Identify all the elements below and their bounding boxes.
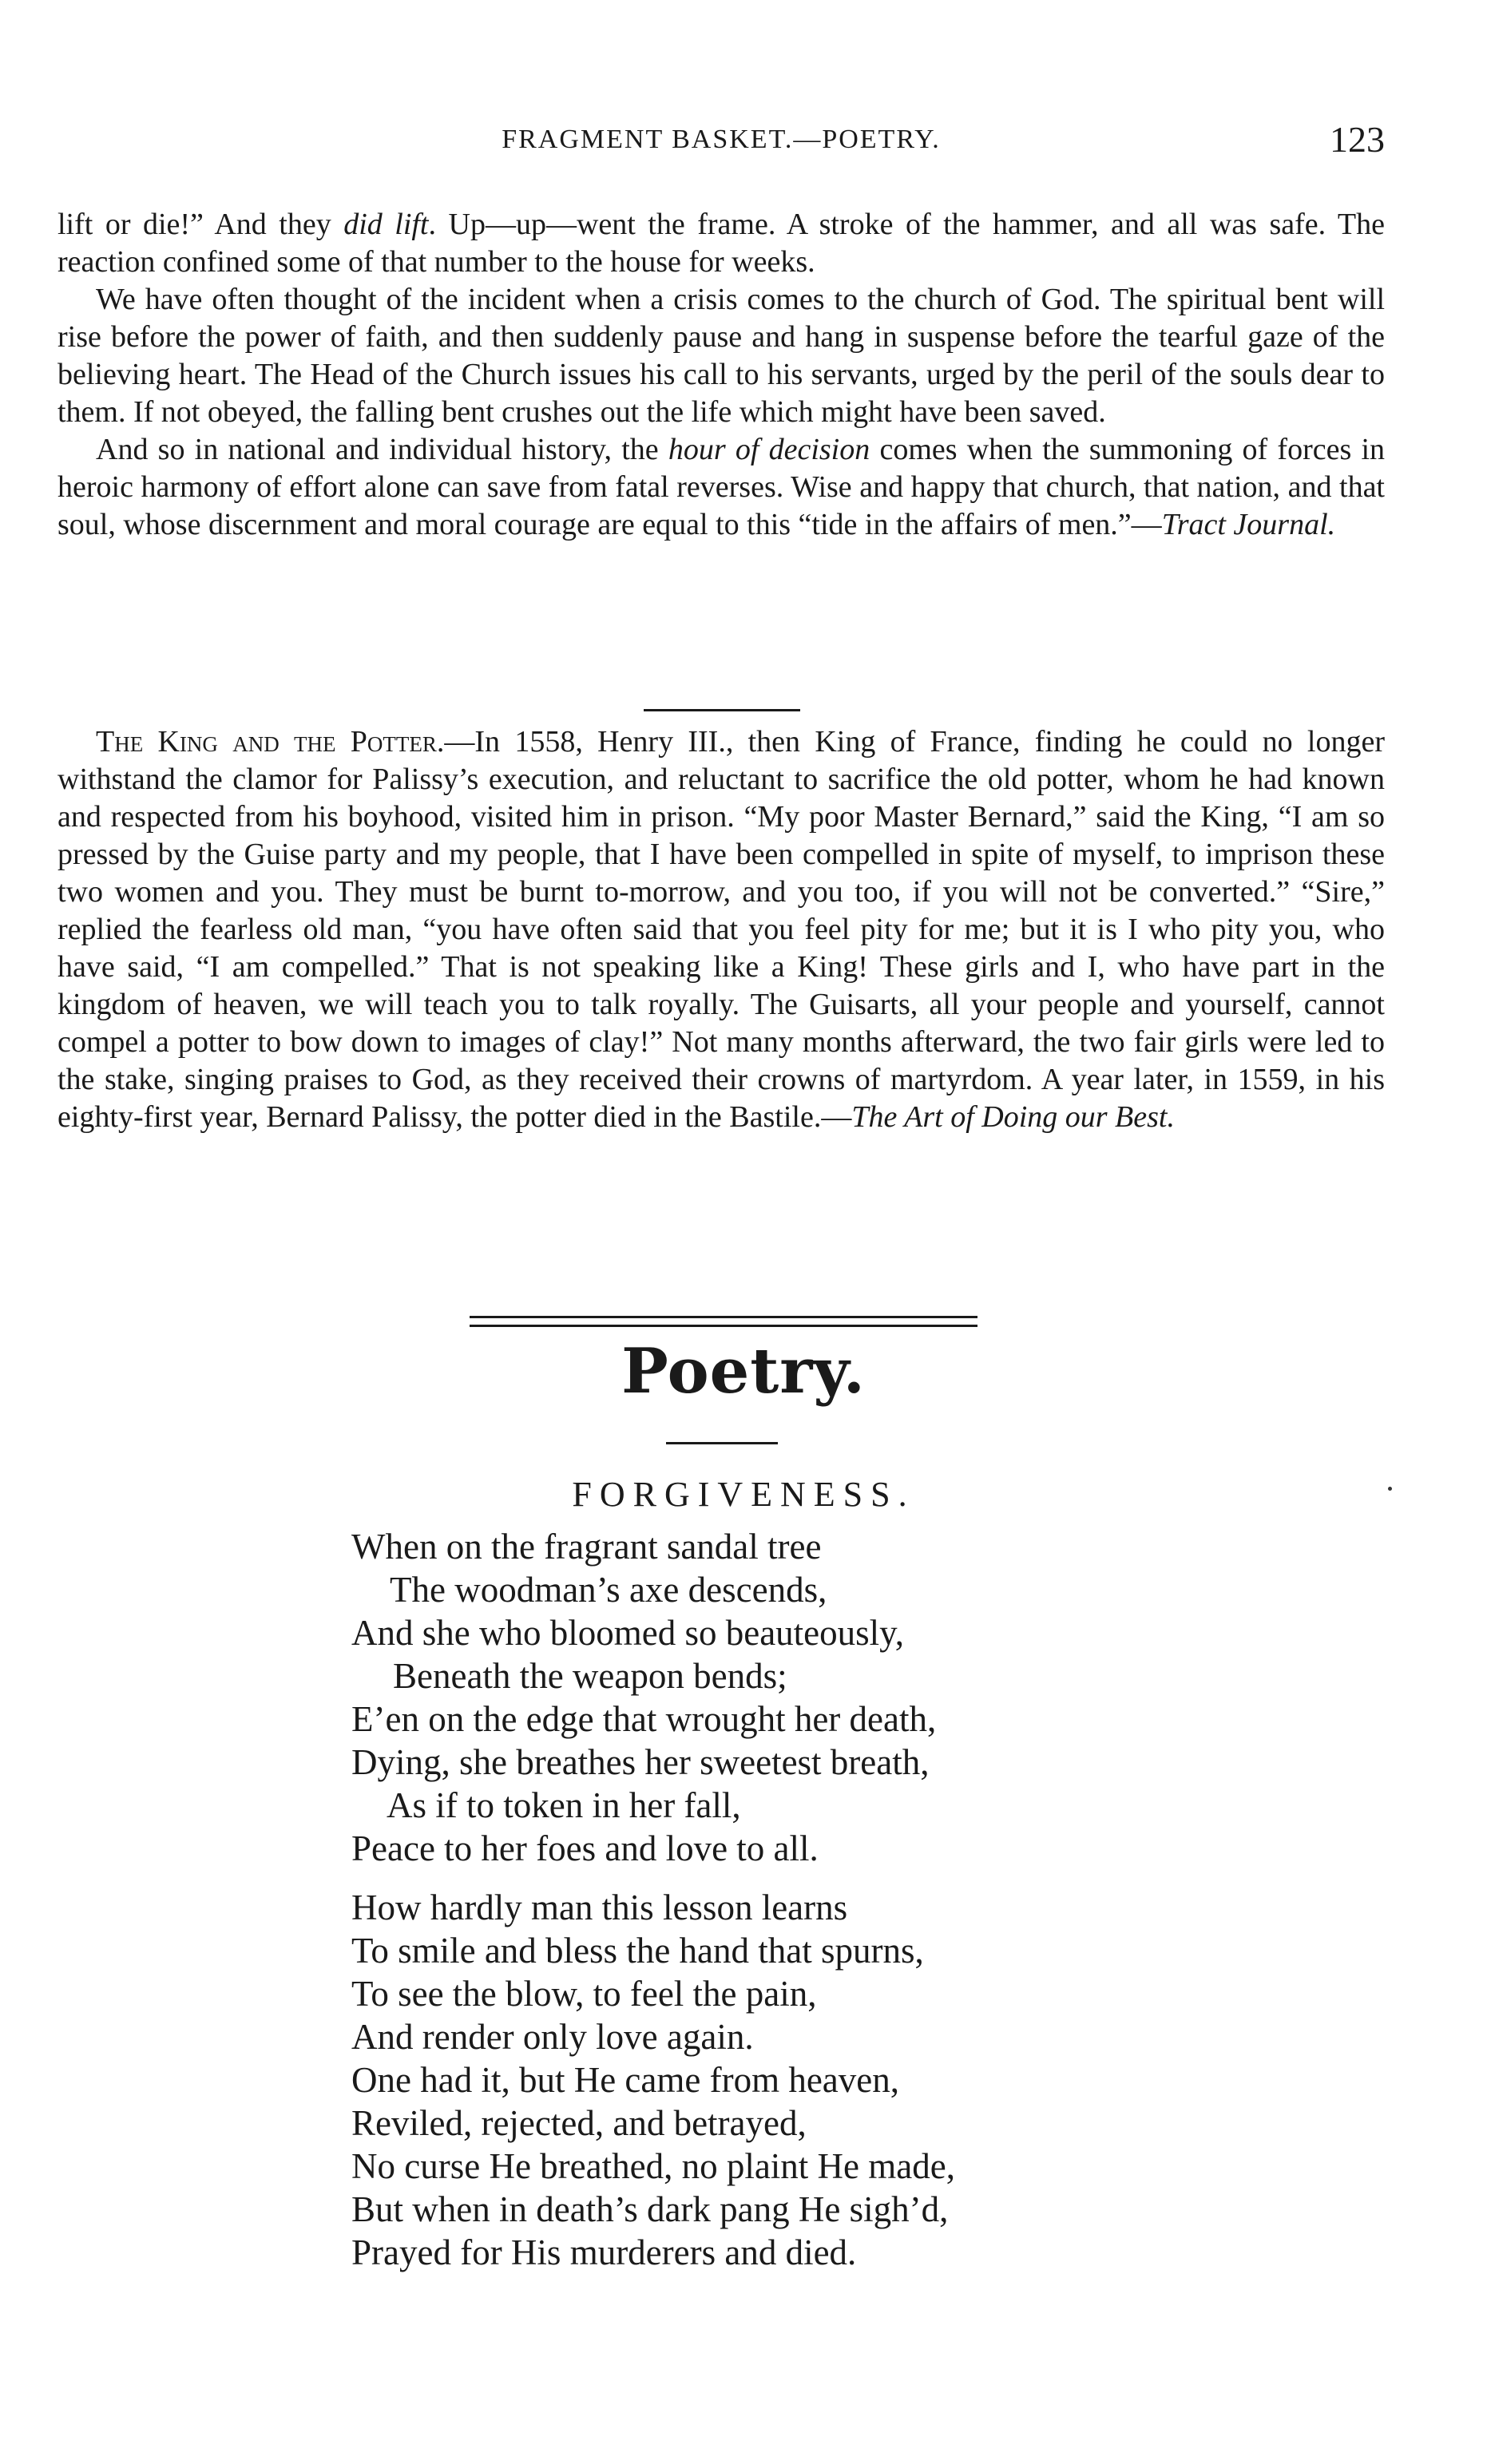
running-head: FRAGMENT BASKET.—POETRY. — [502, 125, 941, 154]
king-and-potter-article — [57, 723, 1385, 1136]
poem-line: Dying, she breathes her sweetest breath, — [351, 1742, 930, 1782]
poem-line: Prayed for His murderers and died. — [351, 2232, 857, 2272]
poem-line: Beneath the weapon bends; — [393, 1656, 787, 1696]
emphasis-did-lift: did lift — [343, 208, 429, 241]
source-tract-journal: Tract Journal. — [1161, 508, 1336, 541]
poem-line: When on the fragrant sandal tree — [351, 1527, 822, 1567]
source-art-of-doing: The Art of Doing our Best. — [851, 1100, 1175, 1134]
paragraph-2: We have often thought of the incident when a crisis comes to the church of God. The spiritual bent will rise before the power of faith, and then suddenly pause and hang in suspense before the tearful gaze of the believing heart. The Head of the Church issues his call to his servants, urged by the peril of the souls dear to them. If not obeyed, the falling bent crushes out the life which might have been saved. — [57, 283, 1385, 429]
poem-line: To see the blow, to feel the pain, — [351, 1974, 817, 2014]
poem-line: As if to token in her fall, — [387, 1785, 741, 1825]
article-heading: The King and the Potter. — [96, 725, 445, 759]
page-header — [57, 118, 1385, 166]
page-number: 123 — [1330, 119, 1385, 160]
paragraph-1: lift or die!” And they did lift. Up—up—went the frame. A stroke of the hammer, and all was safe. The reaction confined some of that number to the house for weeks. — [57, 208, 1386, 279]
article-continuation — [57, 206, 1385, 544]
poem-stanza-2 — [351, 1886, 1230, 2274]
poem-line: The woodman’s axe descends, — [390, 1570, 827, 1610]
poem-line: One had it, but He came from heaven, — [351, 2060, 899, 2100]
poem-line: To smile and bless the hand that spurns, — [351, 1931, 924, 1971]
poem-line: And render only love again. — [351, 2017, 754, 2057]
poem-line: E’en on the edge that wrought her death, — [351, 1699, 937, 1739]
poem-line: How hardly man this lesson learns — [351, 1888, 848, 1927]
poem-line: And she who bloomed so beauteously, — [351, 1613, 904, 1653]
poem-line: No curse He breathed, no plaint He made, — [351, 2146, 955, 2186]
poetry-section-title: Poetry. — [621, 1335, 866, 1408]
section-divider — [644, 709, 800, 711]
title-underline — [666, 1442, 778, 1444]
paragraph-3: And so in national and individual history, the hour of decision comes when the summoning of forces in heroic harmony of effort alone can save from fatal reverses. Wise and happy that church, that nation, and that soul, whose discernment and moral courage are equal to this “tide in the affairs of men.”—Tract Journal. — [57, 433, 1386, 541]
print-speck — [1388, 1487, 1392, 1491]
poem-stanza-1 — [351, 1525, 1230, 1870]
double-rule-divider — [470, 1316, 977, 1327]
poem-line: But when in death’s dark pang He sigh’d, — [351, 2189, 949, 2229]
king-and-potter-paragraph: The King and the Potter.—In 1558, Henry III., then King of France, finding he could no longer withstand the clamor for Palissy’s execution, and reluctant to sacrifice the old potter, whom he had known and respected from his boyhood, visited him in prison. “My poor Master Bernard,” said the King, “I am so pressed by the Guise party and my people, that I have been compelled in spite of myself, to imprison these two women and you. They must be burnt to-morrow, and you too, if you will not be converted.” “Sire,” replied the fearless old man, “you have often said that you feel pity for me; but it is I who pity you, who have said, “I am compelled.” That is not speaking like a King! These girls and I, who have part in the kingdom of heaven, we will teach you to talk royally. The Guisarts, all your people and yourself, cannot compel a potter to bow down to images of clay!” Not many months afterward, the two fair girls were led to the stake, singing praises to God, as they received their crowns of martyrdom. A year later, in 1559, in his eighty-first year, Bernard Palissy, the potter died in the Bastile.—The Art of Doing our Best. — [57, 725, 1386, 1134]
poem-line: Reviled, rejected, and betrayed, — [351, 2103, 807, 2143]
emphasis-hour-of-decision: hour of decision — [668, 433, 870, 466]
poem-title: FORGIVENESS. — [572, 1475, 915, 1514]
poem-line: Peace to her foes and love to all. — [351, 1828, 819, 1868]
